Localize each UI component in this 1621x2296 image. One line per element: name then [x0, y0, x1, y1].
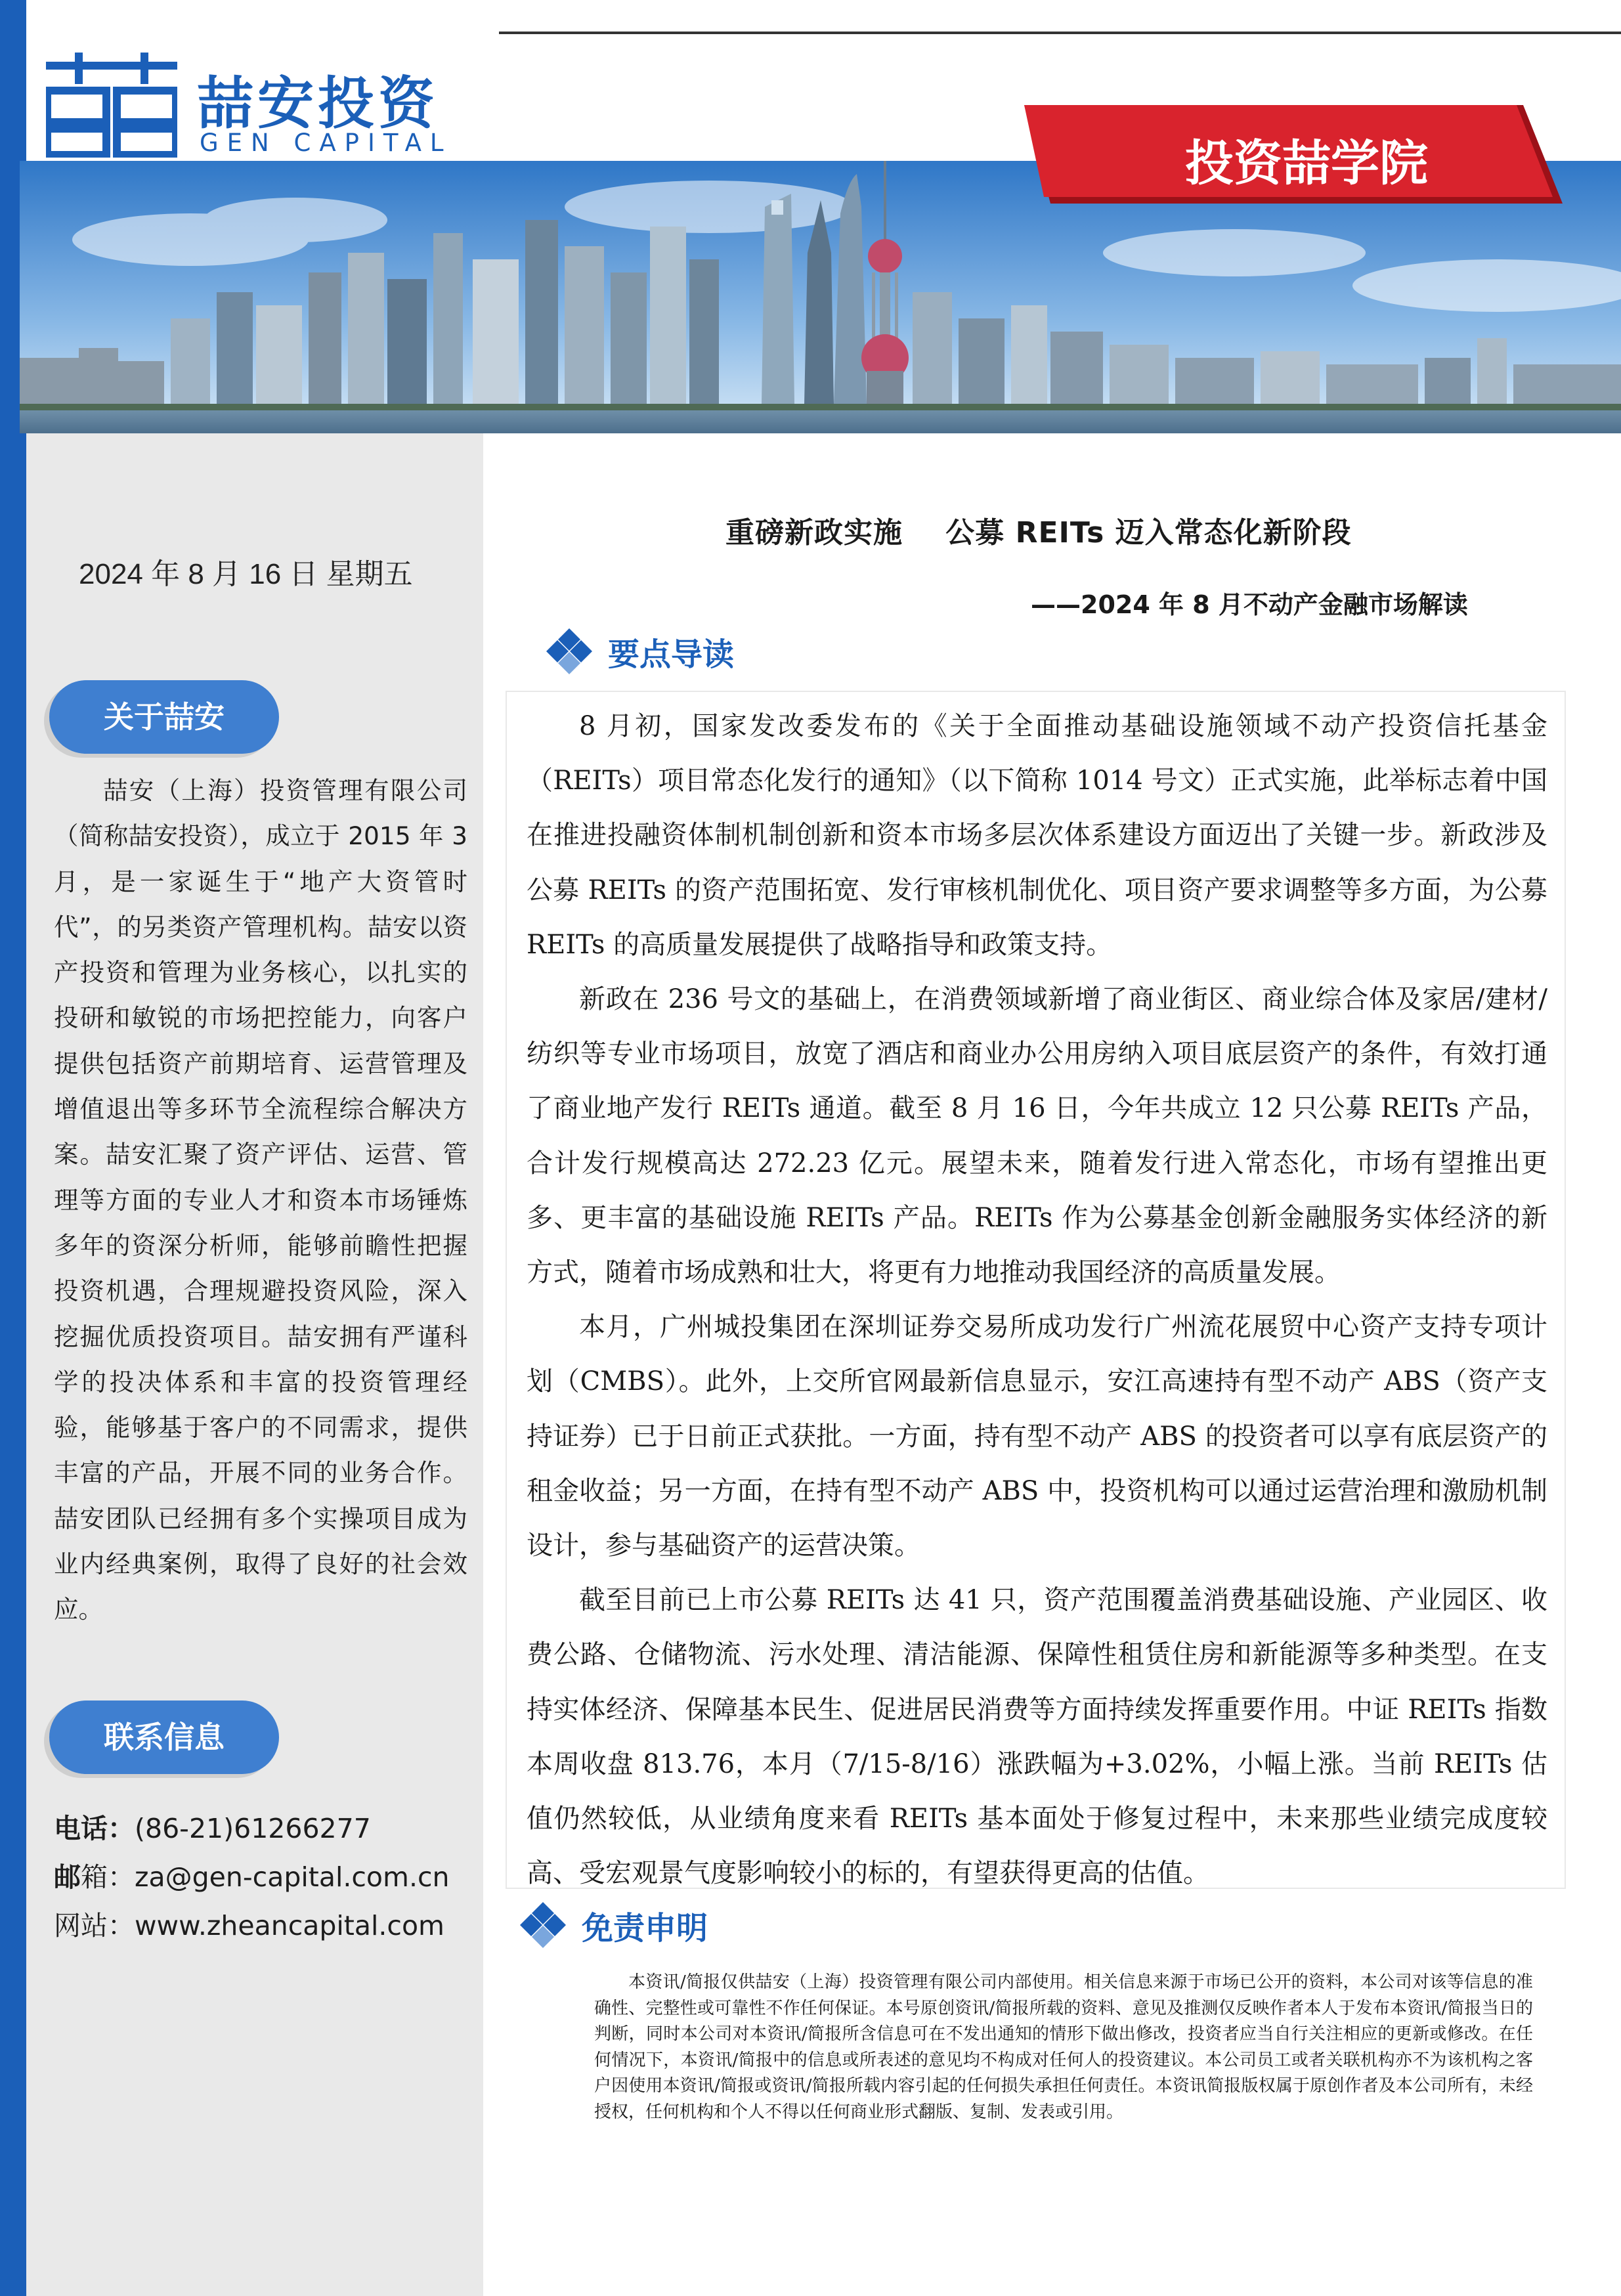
- page-subtitle: ——2024 年 8 月不动产金融市场解读: [1031, 590, 1468, 619]
- keypoints-title: 要点导读: [608, 636, 735, 673]
- logo-name-cn: 喆安投资: [197, 71, 439, 137]
- contact-email: [54, 1855, 450, 1894]
- diamond-icon: [545, 627, 594, 676]
- website-label: 网站：: [54, 1910, 135, 1941]
- contact-section-title: 联系信息: [49, 1700, 279, 1774]
- diamond-icon: [519, 1901, 567, 1949]
- disclaimer-heading: [519, 1901, 708, 1949]
- logo-name-en: GEN CAPITAL: [200, 129, 452, 157]
- email-label-rest: 箱：: [81, 1861, 135, 1893]
- paragraph: 8 月初，国家发改委发布的《关于全面推动基础设施领域不动产投资信托基金（REITs）项目常态化发行的通知》（以下简称 1014 号文）正式实施，此举标志着中国在推进投融资体制机制创新和资本市场多层次体系建设方面迈出了关键一步。新政涉及公募 REITs 的资产范围拓宽、发行审核机制优化、项目资产要求调整等多方面，为公募 REITs 的高质量发展提供了战略指导和政策支持。: [527, 711, 1547, 960]
- paragraph: 截至目前已上市公募 REITs 达 41 只，资产范围覆盖消费基础设施、产业园区、收费公路、仓储物流、污水处理、清洁能源、保障性租赁住房和新能源等多种类型。在支持实体经济、保障基本民生、促进居民消费等方面持续发挥重要作用。中证 REITs 指数本周收盘 813.76，本月（7/15-8/16）涨跌幅为+3.02%，小幅上涨。当前 REITs 估值仍然较低，从业绩角度来看 REITs 基本面处于修复过程中，未来那些业绩完成度较高、受宏观景气度影响较小的标的，有望获得更高的估值。: [527, 1585, 1547, 1889]
- about-company-text: 喆安（上海）投资管理有限公司（简称喆安投资），成立于 2015 年 3 月，是一家诞生于“地产大资管时代”，的另类资产管理机构。喆安以资产投资和管理为业务核心，以扎实的投研和敏锐的市场把控能力，向客户提供包括资产前期培育、运营管理及增值退出等多环节全流程综合解决方案。喆安汇聚了资产评估、运营、管理等方面的专业人才和资本市场锤炼多年的资深分析师，能够前瞻性把握投资机遇，合理规避投资风险，深入挖掘优质投资项目。喆安拥有严谨科学的投决体系和丰富的投资管理经验，能够基于客户的不同需求，提供丰富的产品，开展不同的业务合作。喆安团队已经拥有多个实操项目成为业内经典案例，取得了良好的社会效应。: [54, 776, 467, 1624]
- phone-label: 电话：: [54, 1813, 135, 1844]
- disclaimer-text: 本资讯/简报仅供喆安（上海）投资管理有限公司内部使用。相关信息来源于市场已公开的资料，本公司对该等信息的准确性、完整性或可靠性不作任何保证。本号原创资讯/简报所载的资料、意见及推测仅反映作者本人于发布本资讯/简报当日的判断，同时本公司对本资讯/简报所含信息可在不发出通知的情形下做出修改，投资者应当自行关注相应的更新或修改。在任何情况下，本资讯/简报中的信息或所表述的意见均不构成对任何人的投资建议。本公司员工或者关联机构亦不为该机构之客户因使用本资讯/简报或资讯/简报所载内容引起的任何损失承担任何责任。本资讯简报版权属于原创作者及本公司所有，未经授权，任何机构和个人不得以任何商业形式翻版、复制、发表或引用。: [594, 1972, 1533, 2122]
- disclaimer-title: 免责申明: [582, 1909, 708, 1947]
- contact-phone: [54, 1807, 371, 1846]
- report-date: 2024 年 8 月 16 日 星期五: [79, 558, 413, 590]
- contact-website: [54, 1904, 444, 1943]
- banner-title-tag: 投资喆学院: [1185, 135, 1428, 192]
- keypoints-heading: [545, 627, 734, 676]
- email-value[interactable]: za@gen-capital.com.cn: [135, 1861, 450, 1893]
- website-value[interactable]: www.zheancapital.com: [135, 1910, 444, 1941]
- page-title: 重磅新政实施 公募 REITs 迈入常态化新阶段: [725, 516, 1352, 550]
- email-label-bold: 邮: [54, 1861, 81, 1893]
- paragraph: 新政在 236 号文的基础上，在消费领域新增了商业街区、商业综合体及家居/建材/纺织等专业市场项目，放宽了酒店和商业办公用房纳入项目底层资产的条件，有效打通了商业地产发行 REITs 通道。截至 8 月 16 日，今年共成立 12 只公募 REITs 产品，合计发行规模高达 272.23 亿元。展望未来，随着发行进入常态化，市场有望推出更多、更丰富的基础设施 REITs 产品。REITs 作为公募基金创新金融服务实体经济的新方式，随着市场成熟和壮大，将更有力地推动我国经济的高质量发展。: [527, 984, 1547, 1288]
- phone-value: (86-21)61266277: [135, 1813, 371, 1844]
- article-body: [527, 699, 1547, 1901]
- top-rule: [499, 32, 1621, 34]
- logo-mark-icon: [46, 53, 177, 158]
- about-section-title: 关于喆安: [49, 680, 279, 754]
- paragraph: 本月，广州城投集团在深圳证券交易所成功发行广州流花展贸中心资产支持专项计划（CMBS）。此外，上交所官网最新信息显示，安江高速持有型不动产 ABS（资产支持证券）已于日前正式获批。一方面，持有型不动产 ABS 的投资者可以享有底层资产的租金收益；另一方面，在持有型不动产 ABS 中，投资机构可以通过运营治理和激励机制设计，参与基础资产的运营决策。: [527, 1312, 1547, 1561]
